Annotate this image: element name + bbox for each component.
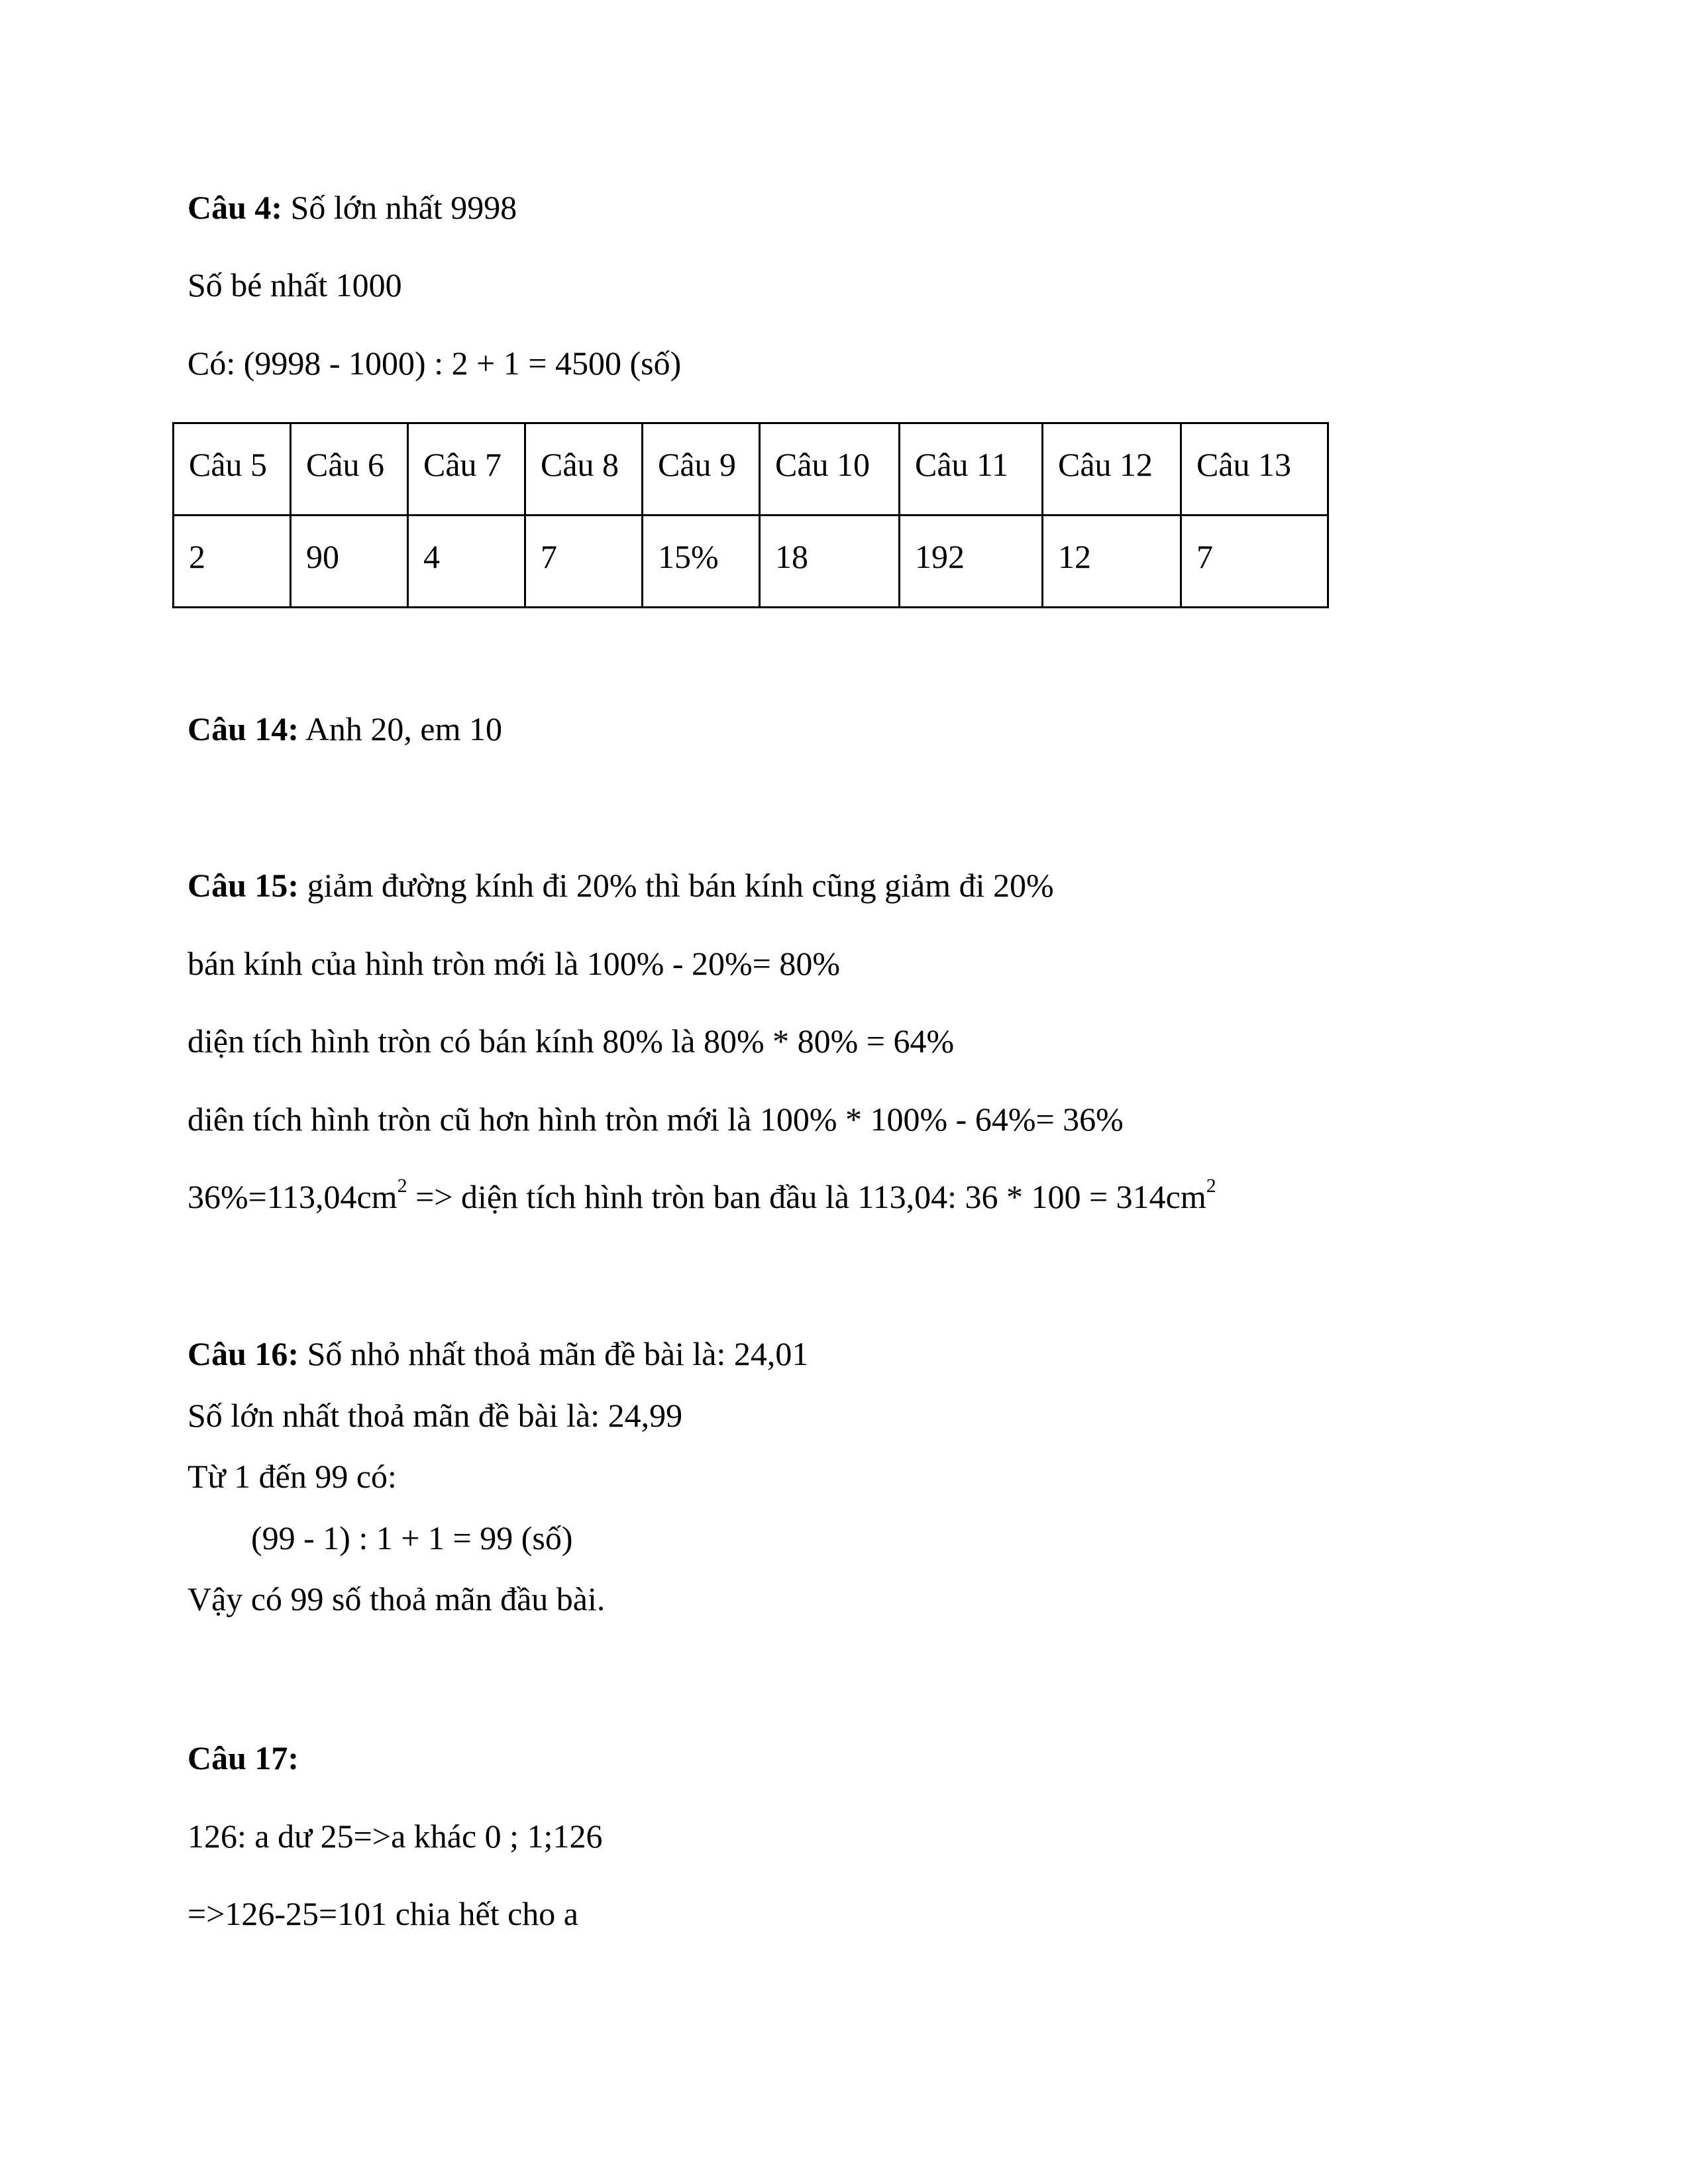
q15-superscript-1: 2 xyxy=(397,1175,407,1197)
table-value-cell: 7 xyxy=(1181,516,1328,608)
table-header-cell: Câu 6 xyxy=(291,423,408,516)
q14-label: Câu 14: xyxy=(187,710,299,747)
q15-superscript-2: 2 xyxy=(1206,1175,1216,1197)
table-value-cell: 7 xyxy=(525,516,643,608)
q15-text-5a: 36%=113,04cm xyxy=(187,1178,397,1215)
table-value-cell: 15% xyxy=(643,516,760,608)
q15-line-3: diện tích hình tròn có bán kính 80% là 80% * 80% = 64% xyxy=(187,1022,955,1060)
answer-table-value-row xyxy=(174,516,1328,608)
table-value-cell: 192 xyxy=(900,516,1043,608)
q17-line-label xyxy=(187,1738,299,1778)
table-header-cell: Câu 11 xyxy=(900,423,1043,516)
table-header-cell: Câu 5 xyxy=(174,423,291,516)
table-header-cell: Câu 12 xyxy=(1043,423,1181,516)
table-header-cell: Câu 9 xyxy=(643,423,760,516)
table-value-cell: 12 xyxy=(1043,516,1181,608)
q16-label: Câu 16: xyxy=(187,1335,299,1372)
q15-line-4: diên tích hình tròn cũ hơn hình tròn mới là 100% * 100% - 64%= 36% xyxy=(187,1101,1124,1138)
q17-line-2: =>126-25=101 chia hết cho a xyxy=(187,1895,578,1932)
q4-label: Câu 4: xyxy=(187,189,283,226)
table-header-cell: Câu 13 xyxy=(1181,423,1328,516)
table-value-cell: 18 xyxy=(760,516,900,608)
q15-line-5 xyxy=(187,1177,1216,1217)
q15-label: Câu 15: xyxy=(187,867,299,904)
q16-line-5: Vậy có 99 số thoả mãn đầu bài. xyxy=(187,1580,606,1617)
q4-line-3: Có: (9998 - 1000) : 2 + 1 = 4500 (số) xyxy=(187,345,682,382)
q17-label: Câu 17: xyxy=(187,1739,299,1776)
table-header-cell: Câu 7 xyxy=(408,423,525,516)
table-header-cell: Câu 10 xyxy=(760,423,900,516)
table-header-cell: Câu 8 xyxy=(525,423,643,516)
q14-text: Anh 20, em 10 xyxy=(299,710,503,747)
q14-line xyxy=(187,709,502,749)
q15-line-2: bán kính của hình tròn mới là 100% - 20%= 80% xyxy=(187,945,841,982)
q4-line-2: Số bé nhất 1000 xyxy=(187,266,402,303)
q4-line-1 xyxy=(187,188,517,227)
table-value-cell: 90 xyxy=(291,516,408,608)
q15-text-5b: => diện tích hình tròn ban đầu là 113,04: 36 * 100 = 314cm xyxy=(407,1178,1206,1215)
table-value-cell: 2 xyxy=(174,516,291,608)
q15-line-1 xyxy=(187,865,1054,905)
q17-line-1: 126: a dư 25=>a khác 0 ; 1;126 xyxy=(187,1818,603,1855)
q16-line-2: Số lớn nhất thoả mãn đề bài là: 24,99 xyxy=(187,1397,683,1434)
q16-text-1: Số nhỏ nhất thoả mãn đề bài là: 24,01 xyxy=(299,1335,809,1372)
table-value-cell: 4 xyxy=(408,516,525,608)
q16-line-1 xyxy=(187,1334,808,1374)
q4-text-1: Số lớn nhất 9998 xyxy=(282,189,517,226)
q16-line-3: Từ 1 đến 99 có: xyxy=(187,1458,397,1495)
answer-table xyxy=(172,422,1329,608)
q16-line-4: (99 - 1) : 1 + 1 = 99 (số) xyxy=(251,1519,573,1556)
answer-table-header-row xyxy=(174,423,1328,516)
q15-text-1: giảm đường kính đi 20% thì bán kính cũng giảm đi 20% xyxy=(299,867,1054,904)
